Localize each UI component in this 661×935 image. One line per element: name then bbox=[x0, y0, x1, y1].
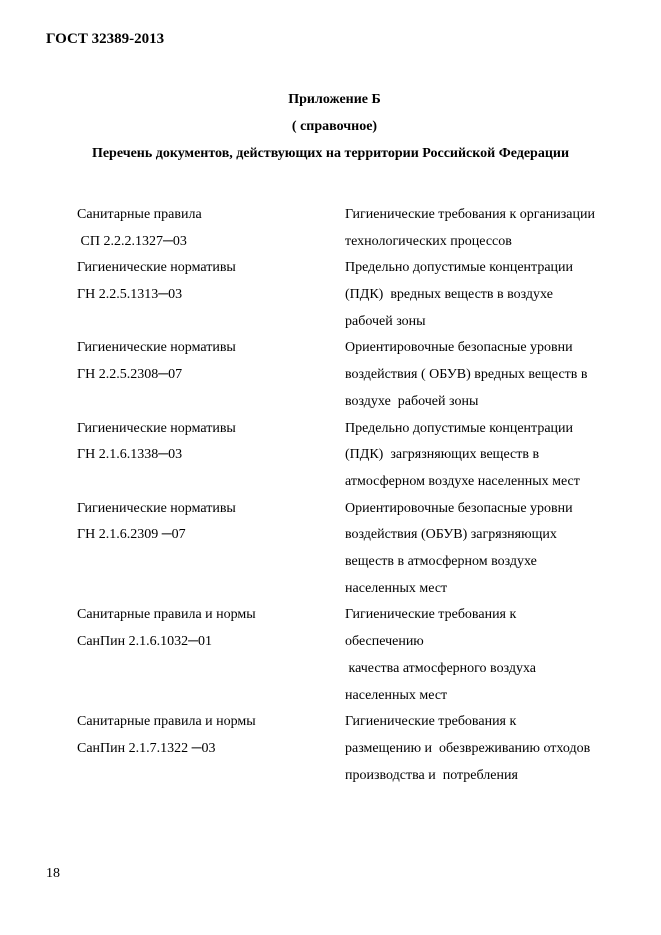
document-title bbox=[345, 206, 645, 259]
title-line: населенных мест bbox=[345, 580, 448, 596]
title-line: Гигиенические требования к bbox=[345, 714, 517, 730]
document-designation bbox=[77, 606, 327, 659]
title-line: производства и потребления bbox=[345, 767, 518, 783]
title-line: технологических процессов bbox=[345, 233, 512, 249]
designation-line: Санитарные правила и нормы bbox=[77, 607, 256, 623]
appendix-title: Приложение Б bbox=[288, 92, 381, 107]
designation-line: СанПин 2.1.7.1322 ─03 bbox=[77, 740, 216, 756]
document-designation bbox=[77, 420, 327, 473]
document-entry bbox=[0, 500, 661, 607]
title-line: атмосферном воздухе населенных мест bbox=[345, 473, 580, 489]
title-line: населенных мест bbox=[345, 687, 448, 703]
title-line: (ПДК) вредных веществ в воздухе bbox=[345, 287, 553, 303]
document-title bbox=[345, 606, 645, 713]
document-title bbox=[345, 713, 645, 793]
title-line: Гигиенические требования к bbox=[345, 607, 517, 623]
title-line: качества атмосферного воздуха bbox=[345, 660, 536, 676]
designation-line: Гигиенические нормативы bbox=[77, 500, 236, 516]
title-line: веществ в атмосферном воздухе bbox=[345, 554, 537, 570]
document-list bbox=[0, 206, 661, 793]
designation-line: Гигиенические нормативы bbox=[77, 340, 236, 356]
document-designation bbox=[77, 206, 327, 259]
title-line: Ориентировочные безопасные уровни bbox=[345, 340, 573, 356]
document-title bbox=[345, 259, 645, 339]
document-entry bbox=[0, 713, 661, 793]
title-line: воздействия ( ОБУВ) вредных веществ в bbox=[345, 367, 588, 383]
designation-line: Санитарные правила bbox=[77, 207, 202, 222]
document-title bbox=[345, 500, 645, 607]
document-designation bbox=[77, 259, 327, 312]
designation-line: СП 2.2.2.1327─03 bbox=[77, 233, 187, 249]
title-line: воздухе рабочей зоны bbox=[345, 393, 479, 409]
document-designation bbox=[77, 500, 327, 553]
designation-line: СанПин 2.1.6.1032─01 bbox=[77, 634, 213, 650]
designation-line: ГН 2.2.5.2308─07 bbox=[77, 367, 183, 383]
document-entry bbox=[0, 259, 661, 339]
title-line: рабочей зоны bbox=[345, 313, 426, 329]
title-line: (ПДК) загрязняющих веществ в bbox=[345, 447, 540, 463]
document-title bbox=[345, 339, 645, 419]
document-entry bbox=[0, 339, 661, 419]
document-entry bbox=[0, 606, 661, 713]
title-line: размещению и обезвреживанию отходов bbox=[345, 740, 591, 756]
document-entry bbox=[0, 420, 661, 500]
document-number: ГОСТ 32389-2013 bbox=[46, 31, 165, 47]
designation-line: Гигиенические нормативы bbox=[77, 420, 236, 436]
document-title bbox=[345, 420, 645, 500]
appendix-subtitle: ( справочное) bbox=[291, 119, 378, 134]
page-number: 18 bbox=[46, 866, 60, 881]
designation-line: Санитарные правила и нормы bbox=[77, 714, 256, 730]
title-line: обеспечению bbox=[345, 634, 424, 650]
title-line: Гигиенические требования к организации bbox=[345, 207, 595, 222]
designation-line: ГН 2.1.6.2309 ─07 bbox=[77, 527, 186, 543]
document-designation bbox=[77, 713, 327, 766]
title-line: воздействия (ОБУВ) загрязняющих bbox=[345, 527, 557, 543]
appendix-heading: Перечень документов, действующих на территории Российской Федерации bbox=[91, 146, 570, 161]
designation-line: ГН 2.1.6.1338─03 bbox=[77, 447, 183, 463]
title-line: Ориентировочные безопасные уровни bbox=[345, 500, 573, 516]
document-entry bbox=[0, 206, 661, 259]
designation-line: ГН 2.2.5.1313─03 bbox=[77, 287, 183, 303]
designation-line: Гигиенические нормативы bbox=[77, 260, 236, 276]
document-designation bbox=[77, 339, 327, 392]
title-line: Предельно допустимые концентрации bbox=[345, 420, 574, 436]
title-line: Предельно допустимые концентрации bbox=[345, 260, 574, 276]
